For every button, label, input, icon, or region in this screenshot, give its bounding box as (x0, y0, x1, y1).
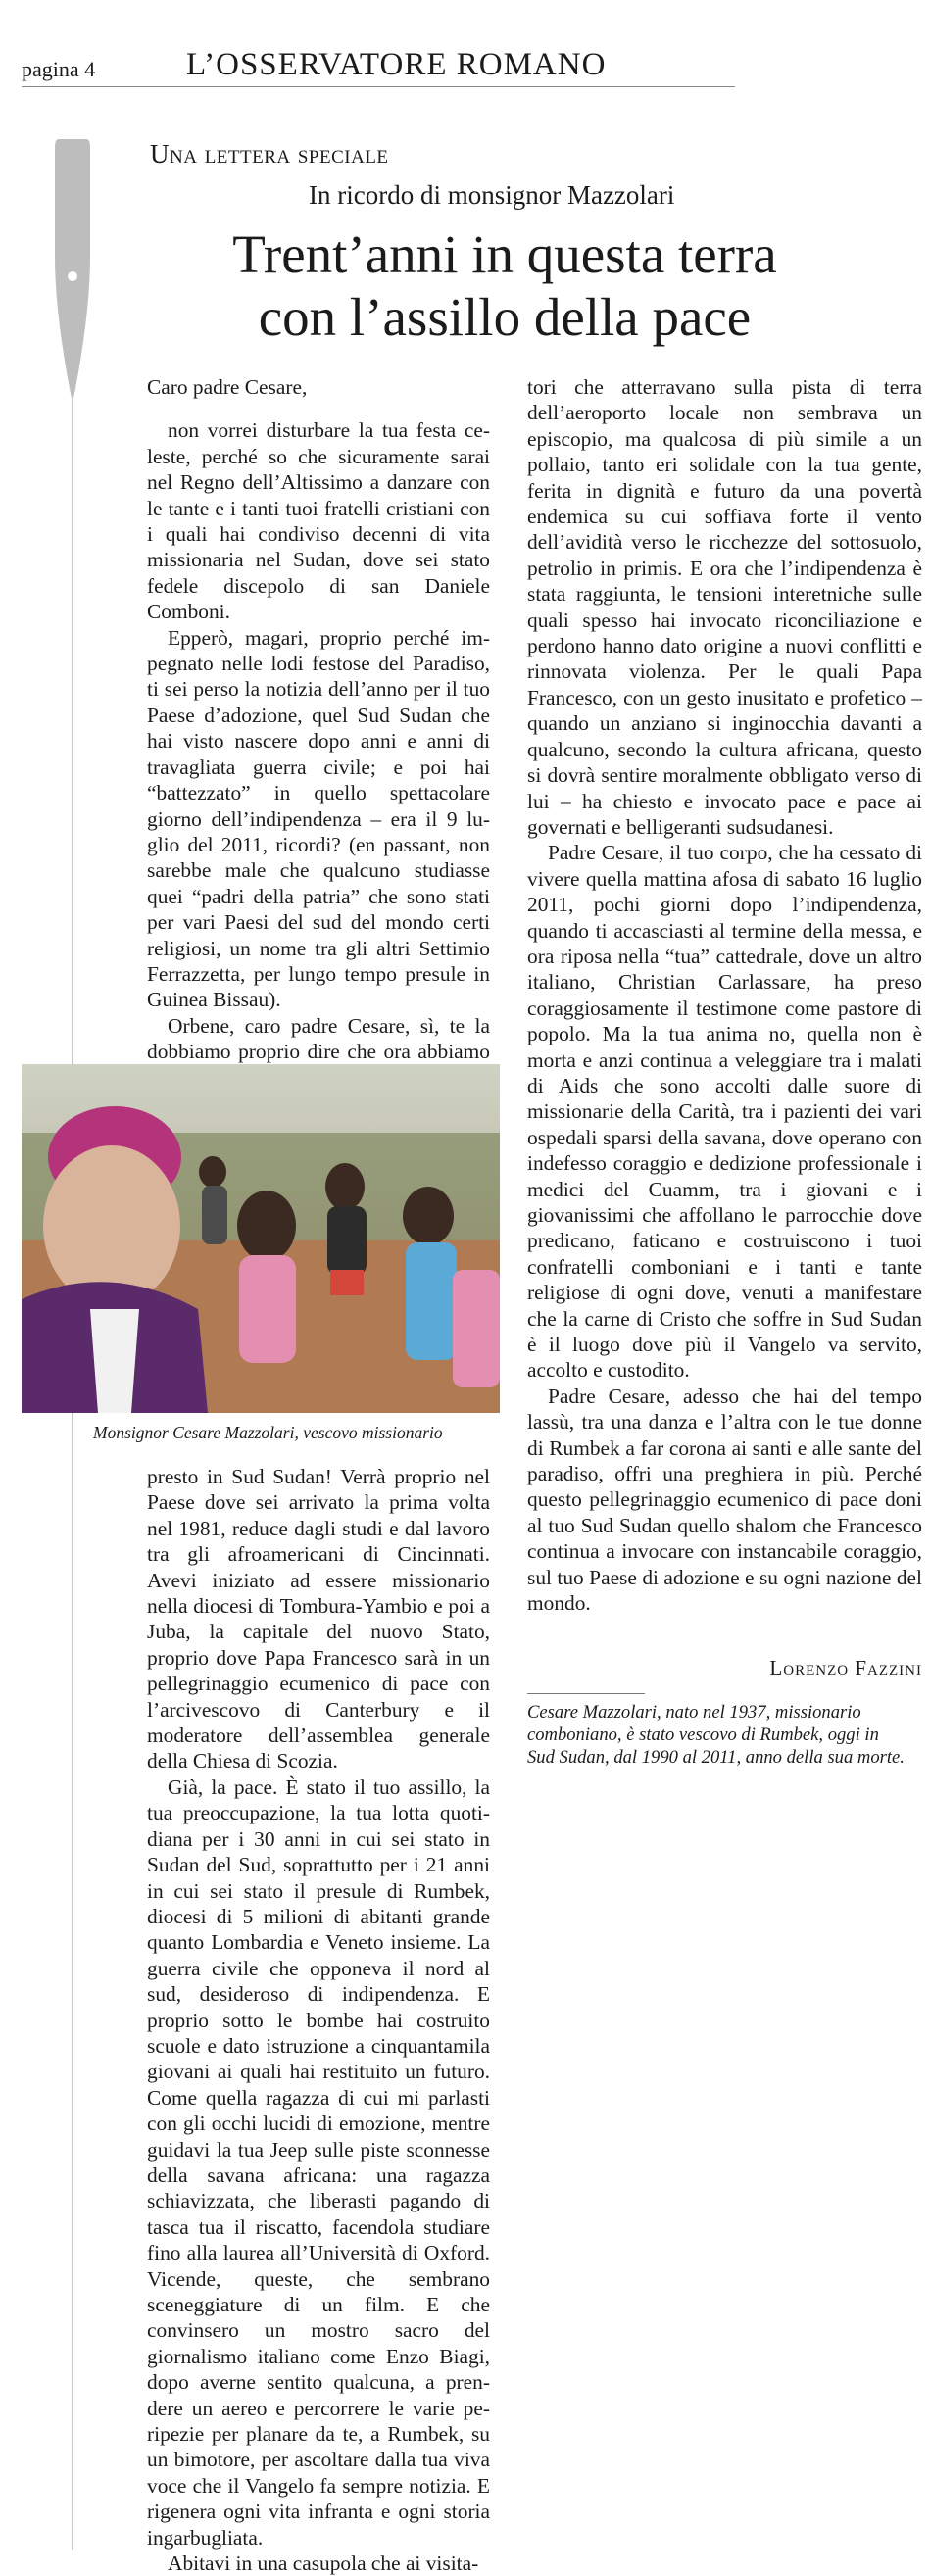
header-rule (22, 86, 735, 87)
article-column-2 (147, 1464, 490, 2576)
paragraph: Orbene, caro padre Cesare, sì, te la dobbiamo proprio dire che ora abbiamo (147, 1013, 490, 1064)
paragraph: Padre Cesare, adesso che hai del tempo lassù, tra una danza e l’altra con le tue donne di Rumbek a far corona ai santi e alle sante del paradiso, offri una preghiera in più. Perché questo pellegrinaggio ecumenico di pace doni al tuo Sud Sudan quello shalom che Francesco continua a invocare con instancabile coraggio, sul tuo Paese di adozione e su ogni nazione del mondo. (527, 1384, 922, 1616)
paragraph: tori che atterravano sulla pista di terra dell’aeroporto locale non sembrava un episcopio, ma qualcosa di più simile a un pollaio, tanto eri solidale con la tua gente, ferita in dignità e futuro da una povertà endemica su cui soffiava forte il vento dell’avidità verso le ricchezze del sottosuolo, petrolio in primis. E ora che l’indipendenza è stata raggiunta, le tensioni interetniche sulle quali spesso hai invocato riconciliazione e perdono hanno dato origine a nuovi conflitti e rinnovata violenza. Per le quali Papa Francesco, con un gesto inusitato e profetico – quando un anziano si inginocchia davanti a qualcuno, secondo la cultura africana, questo si dovrà sentire moralmente obbligato verso di lui – ha chiesto e invocato pace e pace ai governati e belligeranti sudsudanesi. (527, 375, 922, 839)
author-signature: Lorenzo Fazzini (769, 1656, 922, 1679)
photo-caption: Monsignor Cesare Mazzolari, vescovo missionario (93, 1423, 443, 1442)
photo-illustration (22, 1064, 500, 1413)
article-subtitle: In ricordo di monsignor Mazzolari (309, 180, 675, 210)
title-line-1: Trent’anni in questa terra (232, 224, 777, 284)
article-kicker: Una lettera speciale (150, 139, 389, 169)
note-divider (527, 1693, 645, 1694)
greeting: Caro padre Cesare, (147, 375, 308, 399)
paragraph: Abitavi in una casupola che ai visita- (168, 2552, 479, 2576)
article-column-1 (147, 374, 490, 1116)
title-line-2: con l’assillo della pace (258, 287, 752, 347)
paragraph: Già, la pace. È stato il tuo assillo, la tua preoccupazione, la tua lotta quotidiana per i 30 anni in cui sei stato in Sudan del Sud, soprattutto per i 21 anni in cui sei stato il presule di Rumbek, diocesi di 5 milioni di abitanti grande quanto Lombardia e Veneto insieme. La guerra civile che opponeva il nord al sud, desideroso di indipendenza. E proprio sotto le bombe hai costruito scuole e dato istruzione a cinquantamila giovani ai quali hai restituito un futuro. Come quella ragazza di cui mi parlasti con gli occhi lucidi di emozione, mentre guidavi la tua Jeep sulle piste sconnesse della savana africana: una ragazza schiavizzata, che liberasti pagando di tasca tua il riscatto, facendola studiare fino alla laurea all’Università di Oxford. Vicende, queste, che sembrano sceneggiature di un film. E che convinsero un mostro sacro del giornalismo italiano come Enzo Biagi, dopo averne sentito qualcuna, a prendere un aereo e percorrere le varie peripezie per planare da te, a Rumbek, su un bimotore, per ascoltare dalla tua viva voce che il Vangelo fa sempre notizia. E rigenera ogni vita infranta e ogni storia ingarbugliata. (147, 1774, 490, 2550)
page-number: pagina 4 (22, 57, 96, 81)
author-note: Cesare Mazzolari, nato nel 1937, missionario comboniano, è stato vescovo di Rumbek, oggi in Sud Sudan, dal 1990 al 2011, anno della sua morte. (527, 1702, 905, 1768)
paragraph: non vorrei disturbare la tua festa celeste, perché so che sicuramente sarai nel Regno dell’Altissimo a danzare con le tante e i tanti tuoi fratelli cristiani con i quali hai condiviso decenni di vita missionaria nel Sudan, dove sei stato fedele discepolo di san Daniele Comboni. (147, 418, 490, 624)
bishop-photo (22, 1064, 500, 1413)
paragraph: Padre Cesare, il tuo corpo, che ha cessato di vivere quella mattina afosa di sabato 16 luglio 2011, pochi giorni dopo l’indipendenza, quando ti accasciasti al termine della messa, e ora riposa nella “tua” cattedrale, dove un altro italiano, Christian Carlassare, ha preso coraggiosamente il testimone come pastore di popolo. Ma la tua anima no, quella non è morta e anzi continua a veleggiare tra i malati di Aids che sono accolti dalle suore di missionarie della Carità, tra i pazienti dei vari ospedali sparsi della savana, dove operano con indefesso coraggio e dedizione professionale i medici del Cuamm, tra i giovani e i giovanissimi che affollano le parrocchie dove predicano, faticano e costruiscono i tuoi confratelli comboniani e i tanti e tante religiose di ogni dove, venuti a manifestare che la carne di Cristo che soffre in Sud Sudan è il luogo dove più il Vangelo va servito, accolto e custodito. (527, 841, 922, 1383)
article-column-3 (527, 374, 922, 1617)
paragraph: Epperò, magari, proprio perché impegnato nelle lodi festose del Paradiso, ti sei perso la notizia dell’anno per il tuo Paese d’adozione, quel Sud Sudan che hai visto nascere dopo anni e anni di travagliata guerra civile; e poi hai “battezzato” in quello spettacolare giorno dell’indipendenza – era il 9 luglio del 2011, ricordi? (en passant, non sarebbe male che qualcuno studiasse quei “padri della patria” che sono stati per vari Paesi del sud del mondo certi religiosi, un nome tra gli altri Settimio Ferrazzetta, per lungo tempo presule in Guinea Bissau). (147, 625, 490, 1012)
paragraph: presto in Sud Sudan! Verrà proprio nel Paese dove sei arrivato la prima volta nel 1981, reduce dagli studi e dal lavoro tra gli afroamericani di Cincinnati. Avevi iniziato ad essere missionario nella diocesi di Tombura-Yambio e poi a Juba, la capitale del nuovo Stato, proprio dove Papa Francesco sarà in un pellegrinaggio ecumenico di pace con l’arcivescovo di Canterbury e il moderatore dell’assemblea generale della Chiesa di Scozia. (147, 1465, 490, 1774)
article-title (186, 223, 823, 349)
newspaper-masthead: L’OSSERVATORE ROMANO (186, 47, 607, 82)
